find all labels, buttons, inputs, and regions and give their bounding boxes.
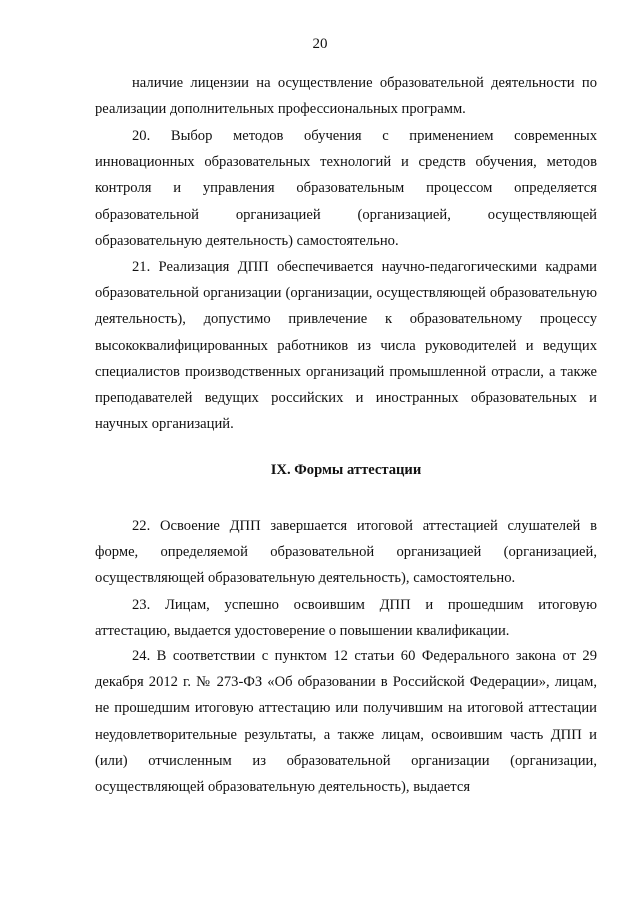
paragraph-24: 24. В соответствии с пунктом 12 статьи 60 Федерального закона от 29 декабря 2012 г. № 273-ФЗ «Об образовании в Российской Федерации», лицам, не прошедшим итоговую аттестацию или получившим на итоговой аттестации неудовлетворительные результаты, а также лицам, освоившим часть ДПП и (или) отчисленным из образовательной организации (организации, осуществляющей образовательную деятельность), выдается — [95, 648, 597, 796]
paragraph-23: 23. Лицам, успешно освоившим ДПП и прошедшим итоговую аттестацию, выдается удостоверение о повышении квалификации. — [95, 597, 597, 640]
paragraph-21: 21. Реализация ДПП обеспечивается научно-педагогическими кадрами образовательной организации (организации, осуществляющей образовательную деятельность), допустимо привлечение к образовательному процессу высококвалифицированных работников из числа руководителей и ведущих специалистов производственных организаций промышленной отрасли, а также преподавателей ведущих российских и иностранных образовательных и научных организаций. — [95, 259, 597, 433]
page-number: 20 — [312, 36, 328, 52]
paragraph-continued: наличие лицензии на осуществление образовательной деятельности по реализации дополнительных профессиональных программ. — [95, 75, 597, 118]
paragraph-20: 20. Выбор методов обучения с применением современных инновационных образовательных технологий и средств обучения, методов контроля и управления образовательным процессом определяется образовательной организацией (организацией, осуществляющей образовательную деятельность) самостоятельно. — [95, 128, 597, 249]
section-heading: IX. Формы аттестации — [270, 462, 422, 478]
paragraph-22: 22. Освоение ДПП завершается итоговой аттестацией слушателей в форме, определяемой образовательной организацией (организацией, осуществляющей образовательную деятельность), самостоятельно. — [95, 518, 597, 587]
